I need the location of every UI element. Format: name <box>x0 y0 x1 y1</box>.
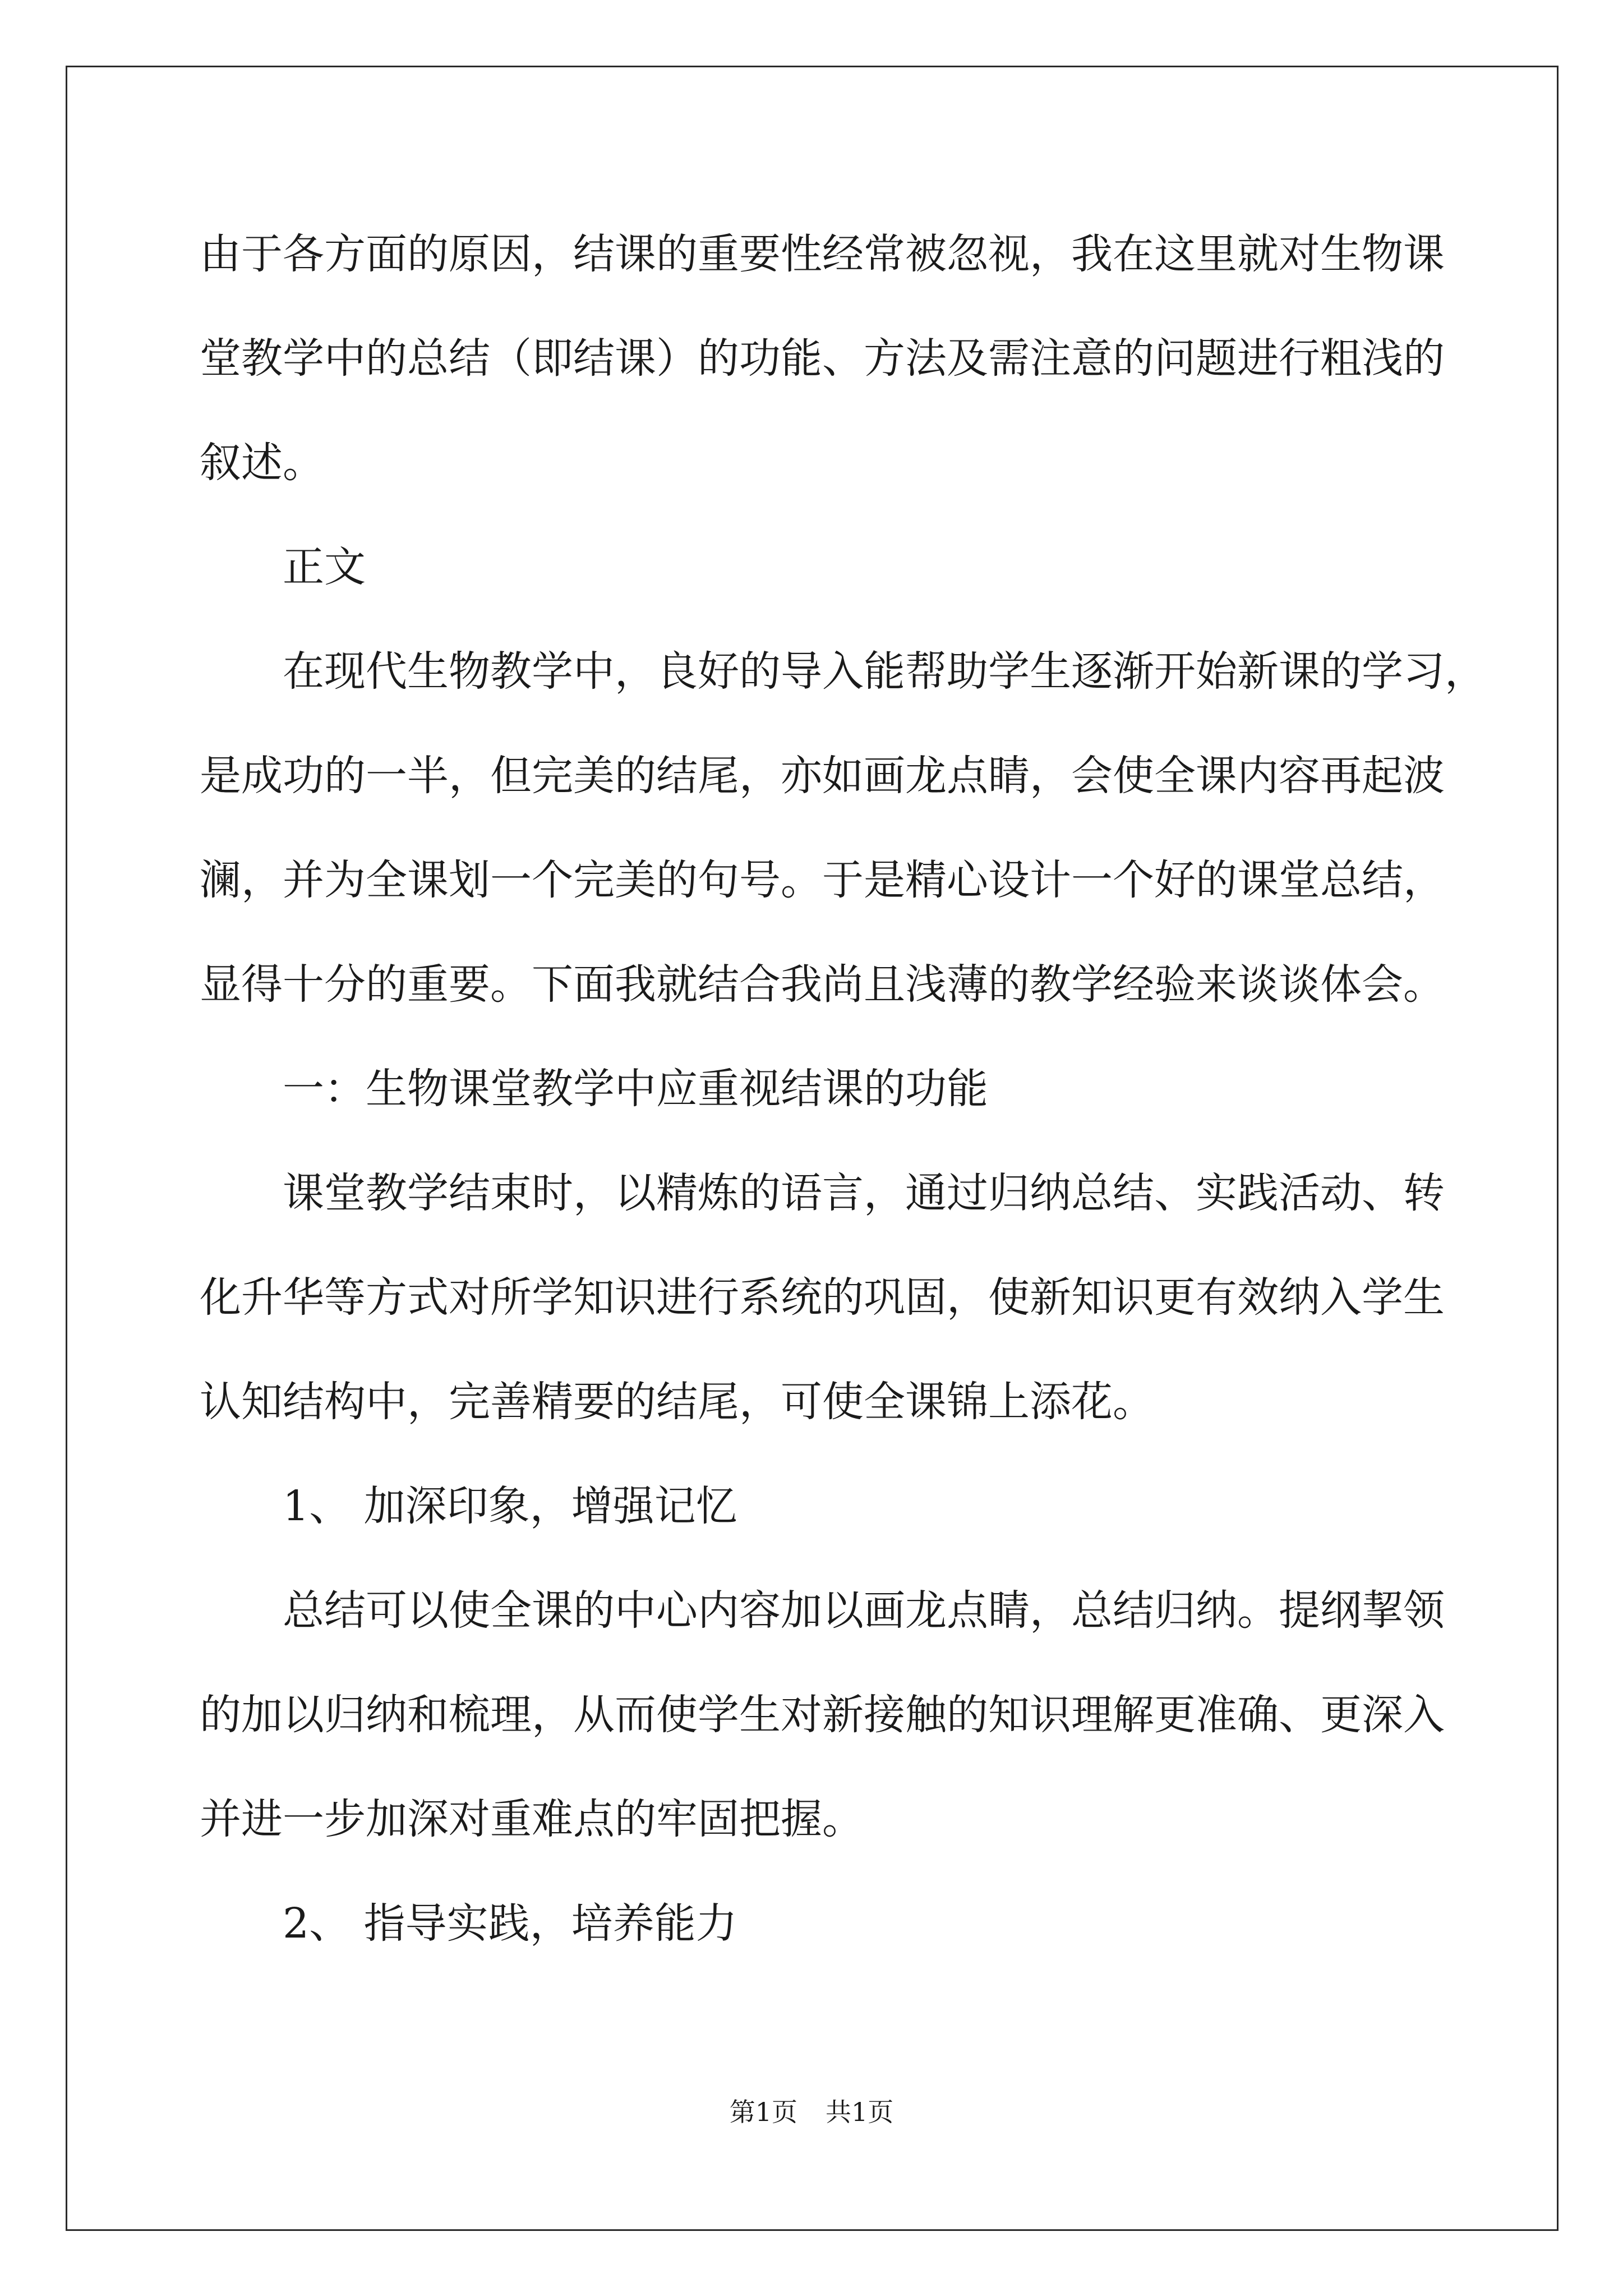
document-body <box>200 202 1486 1976</box>
text-line: 化升华等方式对所学知识进行系统的巩固，使新知识更有效纳入学生 <box>200 1273 1445 1322</box>
page-number: 第1页 <box>729 2097 797 2127</box>
text-line: 总结可以使全课的中心内容加以画龙点睛，总结归纳。提纲挈领 <box>283 1586 1445 1635</box>
text-line: 叙述。 <box>200 439 324 487</box>
text-line: 在现代生物教学中，良好的导入能帮助学生逐渐开始新课的学习， <box>283 647 1486 696</box>
paragraph <box>200 1141 1445 1454</box>
text-line: 认知结构中，完善精要的结尾，可使全课锦上添花。 <box>200 1378 1154 1426</box>
text-line: 正文 <box>283 543 366 591</box>
section-heading <box>200 515 1433 619</box>
text-line: 并进一步加深对重难点的牢固把握。 <box>200 1795 864 1843</box>
text-line: 2、 指导实践，培养能力 <box>283 1899 737 1948</box>
text-line: 一：生物课堂教学中应重视结课的功能 <box>283 1065 988 1113</box>
text-line: 的加以归纳和梳理，从而使学生对新接触的知识理解更准确、更深入 <box>200 1691 1445 1739</box>
subsection-heading <box>200 1871 1433 1976</box>
text-line: 由于各方面的原因，结课的重要性经常被忽视，我在这里就对生物课 <box>200 230 1445 278</box>
paragraph <box>200 619 1486 1037</box>
text-line: 课堂教学结束时，以精炼的语言，通过归纳总结、实践活动、转 <box>283 1169 1445 1217</box>
subsection-heading <box>200 1454 1433 1558</box>
paragraph <box>200 1558 1445 1871</box>
section-heading <box>200 1037 1433 1141</box>
paragraph <box>200 202 1445 515</box>
text-line: 堂教学中的总结（即结课）的功能、方法及需注意的问题进行粗浅的 <box>200 334 1445 383</box>
text-line: 澜，并为全课划一个完美的句号。于是精心设计一个好的课堂总结， <box>200 856 1445 904</box>
page-footer <box>0 2095 1623 2129</box>
text-line: 1、 加深印象，增强记忆 <box>283 1482 737 1530</box>
text-line: 显得十分的重要。下面我就结合我尚且浅薄的教学经验来谈谈体会。 <box>200 960 1445 1009</box>
text-line: 是成功的一半，但完美的结尾，亦如画龙点睛，会使全课内容再起波 <box>200 752 1445 800</box>
page-total: 共1页 <box>826 2097 894 2127</box>
